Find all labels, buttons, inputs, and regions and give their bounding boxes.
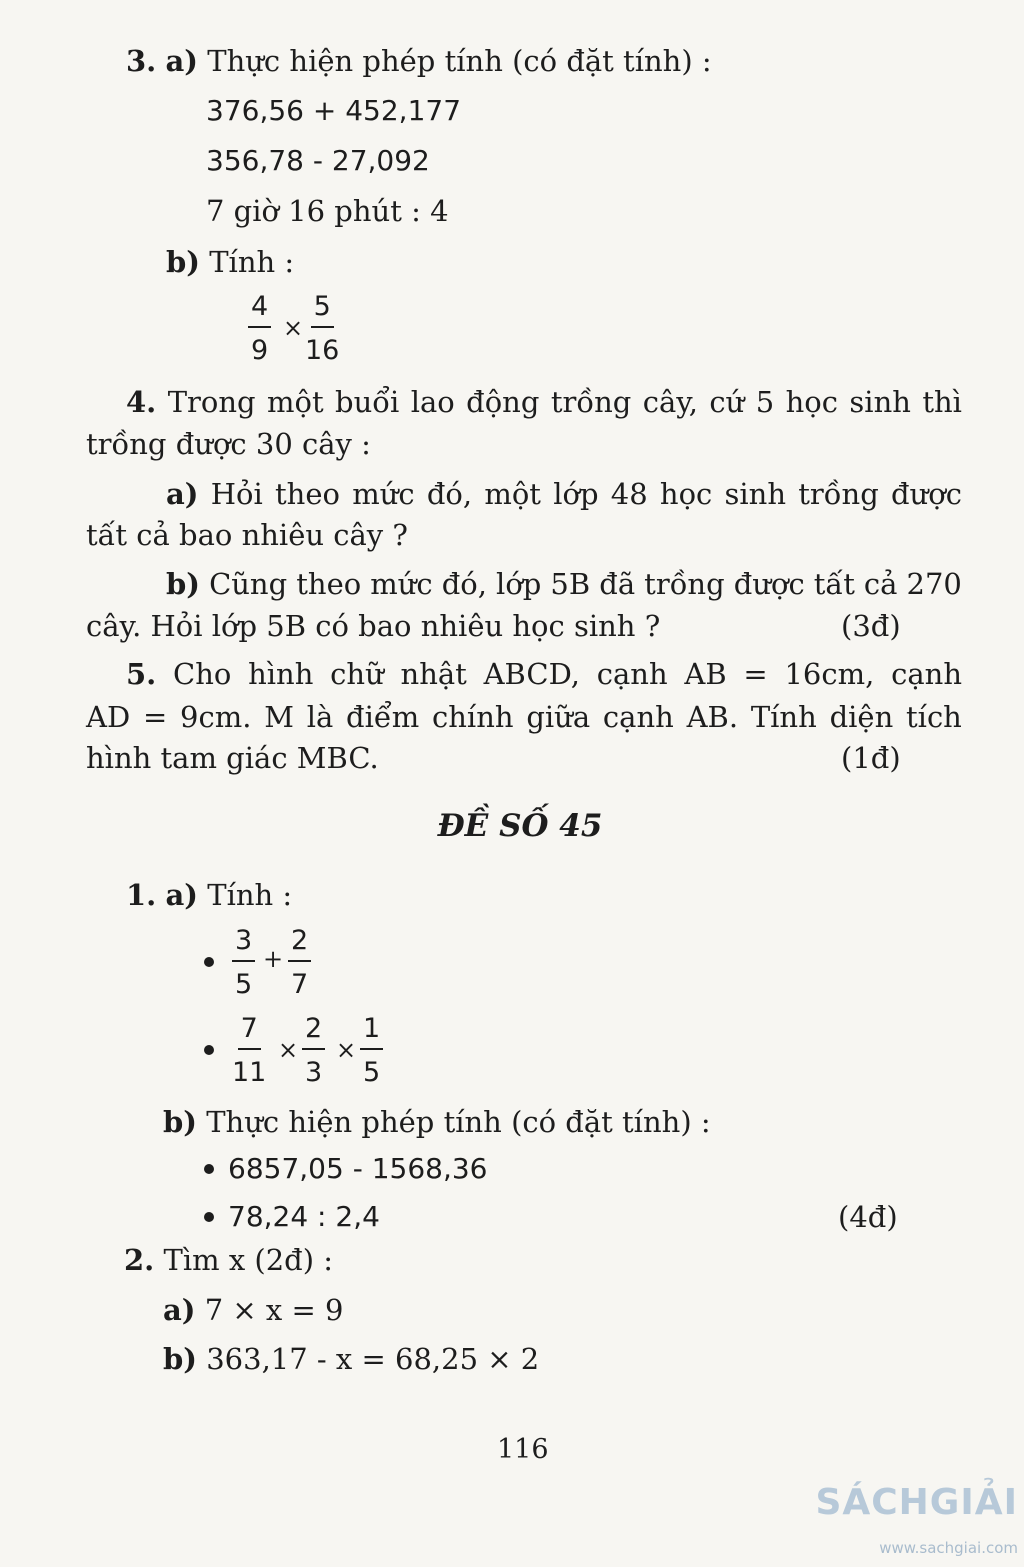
word: đã — [599, 567, 636, 601]
fraction-denominator: 5 — [363, 1057, 381, 1088]
word: trồng — [644, 567, 725, 601]
d1-b-line — [163, 1104, 711, 1140]
d2-text: Tìm x (2đ) : — [163, 1243, 334, 1277]
word: Trong — [167, 385, 256, 419]
q4-b-line-2: cây. Hỏi lớp 5B có bao nhiêu học sinh ? — [86, 609, 661, 643]
q4-line-1 — [126, 384, 962, 420]
q4-line-2: trồng được 30 cây : — [86, 427, 371, 461]
word: 48 — [610, 477, 648, 511]
word: cạnh — [596, 657, 668, 691]
times-operator: × — [336, 1036, 357, 1064]
word: điểm — [346, 700, 420, 734]
d1-calc-2: 78,24 : 2,4 — [228, 1200, 380, 1233]
d2-b-text: 363,17 - x = 68,25 × 2 — [206, 1342, 540, 1376]
q3-calc-2: 356,78 - 27,092 — [206, 144, 430, 177]
fraction-numerator: 3 — [232, 924, 255, 962]
word: chính — [432, 700, 514, 734]
q3-a-line — [126, 43, 712, 79]
q5-line-3: hình tam giác MBC. — [86, 741, 379, 775]
bullet-icon — [204, 1045, 214, 1055]
d1-expr-2-fraction-1 — [232, 1012, 266, 1090]
word: = — [142, 700, 168, 734]
d1-expr-1-fraction-2 — [288, 924, 311, 1002]
word: Cũng — [209, 567, 288, 601]
fraction-denominator: 11 — [232, 1057, 267, 1088]
d2-a-label: a) — [163, 1293, 196, 1327]
q5-line-1 — [126, 656, 962, 692]
word: tích — [906, 700, 962, 734]
word: là — [306, 700, 334, 734]
word: trồng — [798, 477, 879, 511]
word: M — [264, 700, 294, 734]
d1-number: 1. — [126, 878, 157, 912]
times-operator: × — [283, 314, 304, 342]
q3-b-text: Tính : — [209, 245, 295, 279]
word: buổi — [335, 385, 400, 419]
q4-score: (3đ) — [841, 609, 901, 643]
watermark-url: www.sachgiai.com — [879, 1539, 1018, 1557]
d2-number: 2. — [124, 1243, 155, 1277]
q4-number: 4. — [126, 385, 157, 419]
word: diện — [829, 700, 894, 734]
q3-b-label: b) — [166, 245, 200, 279]
word: 16cm, — [784, 657, 875, 691]
fraction-numerator: 2 — [288, 924, 311, 962]
word: cứ — [709, 385, 745, 419]
fraction-denominator: 16 — [305, 335, 340, 366]
d2-a-text: 7 × x = 9 — [204, 1293, 344, 1327]
word: mức — [352, 477, 415, 511]
word: AB — [684, 657, 727, 691]
q3-calc-3: 7 giờ 16 phút : 4 — [206, 194, 449, 228]
word: Tính — [750, 700, 817, 734]
word: ABCD, — [483, 657, 581, 691]
q5-score: (1đ) — [841, 741, 901, 775]
word: chữ — [330, 657, 384, 691]
fraction-denominator: 7 — [291, 969, 309, 1000]
word: cả — [863, 567, 898, 601]
word: hình — [248, 657, 314, 691]
fraction-numerator: 2 — [302, 1012, 325, 1050]
word: được — [891, 477, 962, 511]
fraction-numerator: 7 — [238, 1012, 261, 1050]
word: nhật — [400, 657, 467, 691]
d1-a-text: Tính : — [207, 878, 293, 912]
watermark-logo: SÁCHGIẢI — [815, 1482, 1018, 1523]
fraction-numerator: 1 — [360, 1012, 383, 1050]
word: học — [785, 385, 838, 419]
d1-a-label: a) — [165, 878, 199, 912]
bullet-icon — [204, 1212, 214, 1222]
word: được — [733, 567, 805, 601]
exam-title: ĐỀ SỐ 45 — [437, 808, 603, 844]
fraction-numerator: 4 — [248, 290, 271, 328]
word: một — [267, 385, 324, 419]
q4-a-label: a) — [166, 477, 199, 511]
word: thì — [922, 385, 962, 419]
word: sinh — [724, 477, 787, 511]
word: AD — [86, 700, 131, 734]
word: Cho — [173, 657, 232, 691]
q3-number: 3. — [126, 44, 157, 78]
word: lớp — [496, 567, 542, 601]
word: lớp — [553, 477, 599, 511]
word: cây, — [642, 385, 699, 419]
d2-b-label: b) — [163, 1342, 197, 1376]
word: Hỏi — [210, 477, 263, 511]
q3-a-text: Thực hiện phép tính (có đặt tính) : — [207, 44, 712, 78]
word: 5 — [755, 385, 775, 419]
bullet-icon — [204, 957, 214, 967]
page-number: 116 — [497, 1434, 549, 1465]
d1-calc-1: 6857,05 - 1568,36 — [228, 1152, 488, 1185]
word: đó, — [426, 477, 473, 511]
q3-calc-1: 376,56 + 452,177 — [206, 94, 462, 127]
word: lao — [410, 385, 455, 419]
word: sinh — [849, 385, 911, 419]
word: trồng — [550, 385, 632, 419]
d1-expr-2-fraction-3 — [360, 1012, 383, 1090]
word: tất — [813, 567, 855, 601]
d2-line — [124, 1242, 333, 1278]
q4-b-line-1 — [166, 566, 962, 602]
word: 9cm. — [180, 700, 252, 734]
fraction-numerator: 5 — [311, 290, 334, 328]
fraction-denominator: 9 — [251, 335, 269, 366]
q4-b-label: b) — [166, 567, 200, 601]
fraction-denominator: 3 — [305, 1057, 323, 1088]
q5-number: 5. — [126, 657, 157, 691]
word: động — [466, 385, 540, 419]
q4-a-line-1 — [166, 476, 962, 512]
d1-b-text: Thực hiện phép tính (có đặt tính) : — [206, 1105, 711, 1139]
d1-b-label: b) — [163, 1105, 197, 1139]
d1-score: (4đ) — [838, 1200, 898, 1234]
word: 270 — [906, 567, 962, 601]
plus-operator: + — [263, 945, 284, 973]
word: theo — [296, 567, 362, 601]
q4-a-line-2: tất cả bao nhiêu cây ? — [86, 518, 408, 552]
d1-expr-2-fraction-2 — [302, 1012, 325, 1090]
d2-a-line — [163, 1292, 343, 1328]
times-operator: × — [278, 1036, 299, 1064]
word: học — [659, 477, 713, 511]
d1-a-line — [126, 877, 292, 913]
word: một — [484, 477, 541, 511]
q3-fraction-1 — [248, 290, 271, 368]
d1-expr-1-fraction-1 — [232, 924, 255, 1002]
word: AB. — [686, 700, 739, 734]
fraction-denominator: 5 — [235, 969, 253, 1000]
word: theo — [275, 477, 340, 511]
d2-b-line — [163, 1341, 539, 1377]
q3-fraction-2 — [305, 290, 339, 368]
word: 5B — [550, 567, 591, 601]
q3-a-label: a) — [165, 44, 199, 78]
bullet-icon — [204, 1164, 214, 1174]
q3-b-line — [166, 244, 294, 280]
word: cạnh — [602, 700, 674, 734]
word: = — [743, 657, 768, 691]
word: giữa — [526, 700, 591, 734]
word: đó, — [441, 567, 487, 601]
word: mức — [370, 567, 433, 601]
word: cạnh — [891, 657, 962, 691]
q5-line-2 — [86, 699, 962, 735]
